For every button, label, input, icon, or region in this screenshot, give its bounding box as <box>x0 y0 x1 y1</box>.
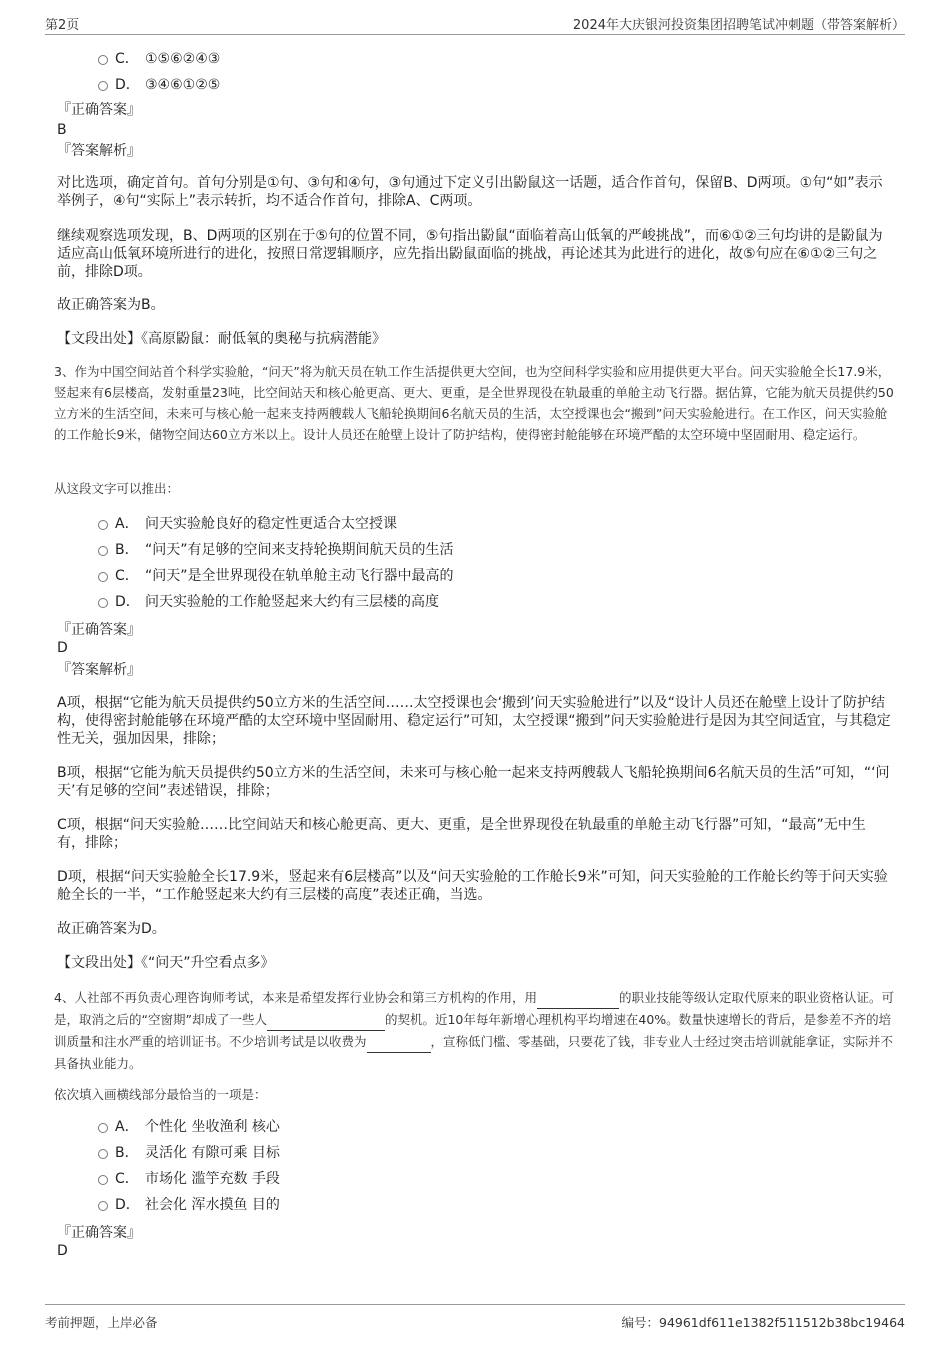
question-stem: 4、人社部不再负责心理咨询师考试，本来是希望发挥行业协会和第三方机构的作用，用 的职业技能等级认定取代原来的职业资格认证。可是，取消之后的“空窗期”却成了一些人 的契机。近10年每年新增心理机构平均增速在40%。数量快速增长的背后，是参差不齐的培训质量和注水严重的培训证书。不少培训考试是以收费为 ，宣称低门槛、零基础，只要花了钱，非专业人士经过突击培训就能拿证，实际并不具备执业能力。 <box>54 987 894 1074</box>
answer-label: 『正确答案』 <box>57 622 141 638</box>
answer-label: 『正确答案』 <box>57 1225 141 1241</box>
source-citation: 【文段出处】《“问天”升空看点多》 <box>57 955 275 971</box>
analysis-paragraph: 对比选项，确定首句。首句分别是①句、③句和④句，③句通过下定义引出鼢鼠这一话题，适合作首句，保留B、D两项。①句“如”表示举例子，④句“实际上”表示转折，均不适合作首句，排除A、C两项。 <box>57 175 883 209</box>
radio-icon[interactable] <box>98 546 108 556</box>
option-d[interactable]: D． 问天实验舱的工作舱竖起来大约有三层楼的高度 <box>57 589 797 615</box>
radio-icon[interactable] <box>98 55 108 65</box>
fill-blank-1[interactable] <box>537 987 619 1009</box>
footer-slogan: 考前押题，上岸必备 <box>45 1315 158 1330</box>
option-a[interactable]: A． 问天实验舱良好的稳定性更适合太空授课 <box>57 511 797 537</box>
source-citation: 【文段出处】《高原鼢鼠：耐低氧的奥秘与抗病潜能》 <box>57 331 386 347</box>
analysis-paragraph: A项，根据“它能为航天员提供约50立方米的生活空间……太空授课也会‘搬到’问天实验舱进行”以及“设计人员还在舱壁上设计了防护结构，使得密封舱能够在环境严酷的太空环境中坚固耐用、稳定运行”可知，太空授课“搬到”问天实验舱进行是因为其空间适宜，与其稳定性无关，强加因果，排除； <box>57 695 891 747</box>
document-title: 2024年大庆银河投资集团招聘笔试冲刺题（带答案解析） <box>572 18 905 33</box>
page-header <box>45 12 905 35</box>
option-c[interactable]: C． “问天”是全世界现役在轨单舱主动飞行器中最高的 <box>57 563 797 589</box>
radio-icon[interactable] <box>98 520 108 530</box>
analysis-conclusion: 故正确答案为B。 <box>57 297 165 313</box>
analysis-paragraph: C项，根据“问天实验舱……比空间站天和核心舱更高、更大、更重，是全世界现役在轨最重的单舱主动飞行器”可知，“最高”无中生有，排除； <box>57 817 866 851</box>
radio-icon[interactable] <box>98 1175 108 1185</box>
analysis-paragraph: D项，根据“问天实验舱全长17.9米，竖起来有6层楼高”以及“问天实验舱的工作舱长9米”可知，问天实验舱的工作舱长约等于问天实验舱全长的一半，“工作舱竖起来大约有三层楼的高度”表述正确，当选。 <box>57 869 888 903</box>
radio-icon[interactable] <box>98 81 108 91</box>
document-code: 编号：94961df611e1382f511512b38bc19464 <box>621 1315 905 1330</box>
answer-value: B <box>57 122 67 138</box>
question-prompt: 依次填入画横线部分最恰当的一项是： <box>54 1087 267 1102</box>
analysis-paragraph: B项，根据“它能为航天员提供约50立方米的生活空间，未来可与核心舱一起来支持两艘载人飞船轮换期间6名航天员的生活”可知，“‘问天’有足够的空间”表述错误，排除； <box>57 765 890 799</box>
question-stem: 3、作为中国空间站首个科学实验舱，“问天”将为航天员在轨工作生活提供更大空间，也为空间科学实验和应用提供更大平台。问天实验舱全长17.9米，竖起来有6层楼高，发射重量23吨，比空间站天和核心舱更高、更大、更重，是全世界现役在轨最重的单舱主动飞行器。据估算，它能为航天员提供约50立方米的生活空间，未来可与核心舱一起来支持两艘载人飞船轮换期间6名航天员的生活，太空授课也会“搬到”问天实验舱进行。在工作区，问天实验舱的工作舱长9米，储物空间达60立方米以上。设计人员还在舱壁上设计了防护结构，使得密封舱能够在环境严酷的太空环境中坚固耐用、稳定运行。 <box>54 364 894 442</box>
fill-blank-2[interactable] <box>267 1009 385 1031</box>
question-prompt: 从这段文字可以推出： <box>54 481 180 496</box>
radio-icon[interactable] <box>98 598 108 608</box>
option-d[interactable]: D． ③④⑥①②⑤ <box>57 72 497 98</box>
option-c[interactable]: C． ①⑤⑥②④③ <box>57 46 497 72</box>
option-b[interactable]: B． “问天”有足够的空间来支持轮换期间航天员的生活 <box>57 537 797 563</box>
option-b[interactable]: B． 灵活化 有隙可乘 目标 <box>57 1140 597 1166</box>
radio-icon[interactable] <box>98 1201 108 1211</box>
option-a[interactable]: A． 个性化 坐收渔利 核心 <box>57 1114 597 1140</box>
analysis-label: 『答案解析』 <box>57 662 141 678</box>
radio-icon[interactable] <box>98 1123 108 1133</box>
radio-icon[interactable] <box>98 1149 108 1159</box>
fill-blank-3[interactable] <box>367 1031 431 1053</box>
answer-label: 『正确答案』 <box>57 102 141 118</box>
analysis-conclusion: 故正确答案为D。 <box>57 921 166 937</box>
radio-icon[interactable] <box>98 572 108 582</box>
page-footer <box>45 1304 905 1333</box>
answer-value: D <box>57 640 68 656</box>
answer-value: D <box>57 1243 68 1259</box>
analysis-label: 『答案解析』 <box>57 143 141 159</box>
page-number: 第2页 <box>45 18 80 33</box>
option-c[interactable]: C． 市场化 滥竽充数 手段 <box>57 1166 597 1192</box>
analysis-paragraph: 继续观察选项发现，B、D两项的区别在于⑤句的位置不同，⑤句指出鼢鼠“面临着高山低氧的严峻挑战”，而⑥①②三句均讲的是鼢鼠为适应高山低氧环境所进行的进化，按照日常逻辑顺序，应先指出鼢鼠面临的挑战，再论述其为此进行的进化，故⑤句应在⑥①②三句之前，排除D项。 <box>57 228 883 280</box>
option-d[interactable]: D． 社会化 浑水摸鱼 目的 <box>57 1192 597 1218</box>
